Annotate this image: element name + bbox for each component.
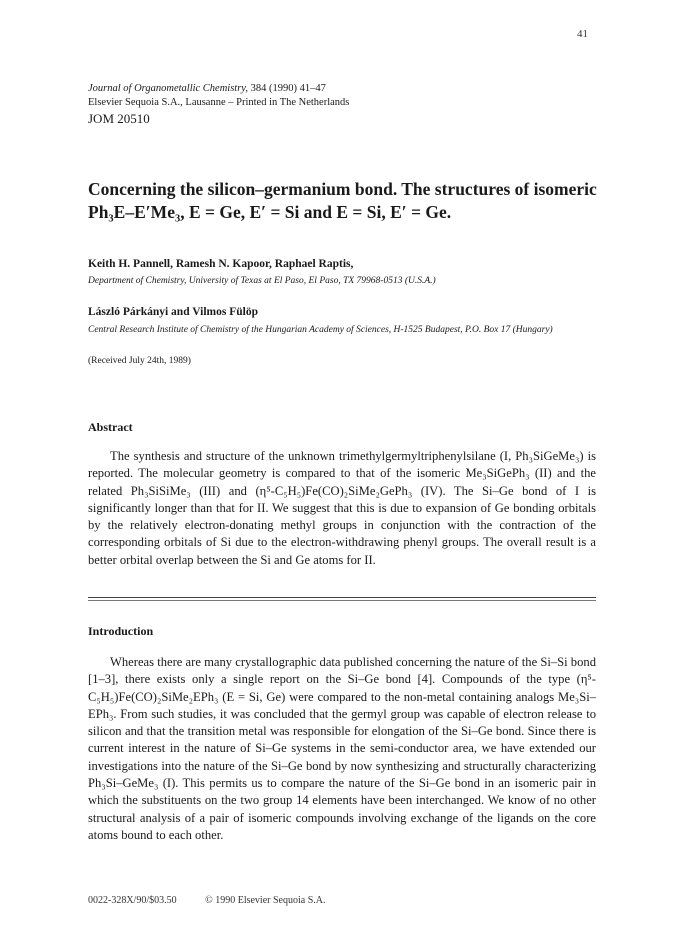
- publisher-line: Elsevier Sequoia S.A., Lausanne – Printed in The Netherlands: [88, 97, 350, 108]
- received-date: (Received July 24th, 1989): [88, 356, 191, 366]
- journal-citation-line: [88, 82, 349, 96]
- affiliation-2: Central Research Institute of Chemistry of the Hungarian Academy of Sciences, H-1525 Budapest, P.O. Box 17 (Hungary): [88, 325, 553, 335]
- separator-rule-2: [88, 600, 596, 601]
- paper-title: Concerning the silicon–germanium bond. The structures of isomeric Ph₃E–E′Me₃, E = Ge, E′ = Si and E = Si, E′ = Ge.: [88, 179, 597, 222]
- introduction-heading: Introduction: [88, 624, 154, 638]
- affiliation-1: Department of Chemistry, University of Texas at El Paso, El Paso, TX 79968-0513 (U.S.A.): [88, 276, 436, 286]
- journal-name: Journal of Organometallic Chemistry,: [88, 83, 249, 94]
- abstract-text: The synthesis and structure of the unknown trimethylgermyltriphenylsilane (I, Ph₃SiGeMe₃) is reported. The molecular geometry is compared to that of the isomeric Me₃SiGePh₃ (II) and the related Ph₃SiSiMe₃ (III) and (η⁵-C₅H₅)Fe(CO)₂SiMe₂GePh₃ (IV). The Si–Ge bond of I is significantly longer than that for II. We suggest that this is due to expansion of Ge bonding orbitals by the relatively electron-donating methyl groups in conjunction with the contraction of the corresponding orbitals of Si due to the electron-withdrawing phenyl groups. The overall result is a better orbital overlap between the Si and Ge atoms for II.: [88, 449, 596, 567]
- abstract-heading: Abstract: [88, 420, 133, 434]
- introduction-text: Whereas there are many crystallographic data published concerning the nature of the Si–Si bond [1–3], there exists only a single report on the Si–Ge bond [4]. Compounds of the type (η⁵-C₅H₅)Fe(CO)₂SiMe₂EPh₃ (E = Si, Ge) were compared to the non-metal containing analogs Me₃Si–EPh₃. From such studies, it was concluded that the germyl group was capable of electron release to silicon and that the transition metal was responsible for elongation of the Si–Ge bond. Since there is current interest in the nature of Si–Ge systems in the semi-conductor area, we have extended our investigations into the nature of the Si–Ge bond by now synthesizing and structurally characterizing Ph₃Si–GeMe₃ (I). This permits us to compare the nature of the Si–Ge bond in an isomeric pair in which the substituents on the two group 14 elements have been interchanged. We know of no other structural analysis of a pair of isomeric compounds involving exchange of the ligands on the core atoms bound to each other.: [88, 655, 596, 842]
- journal-citation: 384 (1990) 41–47: [250, 83, 326, 94]
- jom-id: JOM 20510: [88, 111, 150, 126]
- page-number: 41: [577, 28, 588, 40]
- footer: [88, 895, 351, 906]
- separator-rule: [88, 597, 596, 598]
- footer-copyright: © 1990 Elsevier Sequoia S.A.: [205, 895, 326, 906]
- authors-group-1: Keith H. Pannell, Ramesh N. Kapoor, Raphael Raptis,: [88, 258, 354, 270]
- journal-header: [88, 82, 349, 126]
- authors-group-2: László Párkányi and Vilmos Fülöp: [88, 306, 258, 318]
- footer-code: 0022-328X/90/$03.50: [88, 895, 177, 906]
